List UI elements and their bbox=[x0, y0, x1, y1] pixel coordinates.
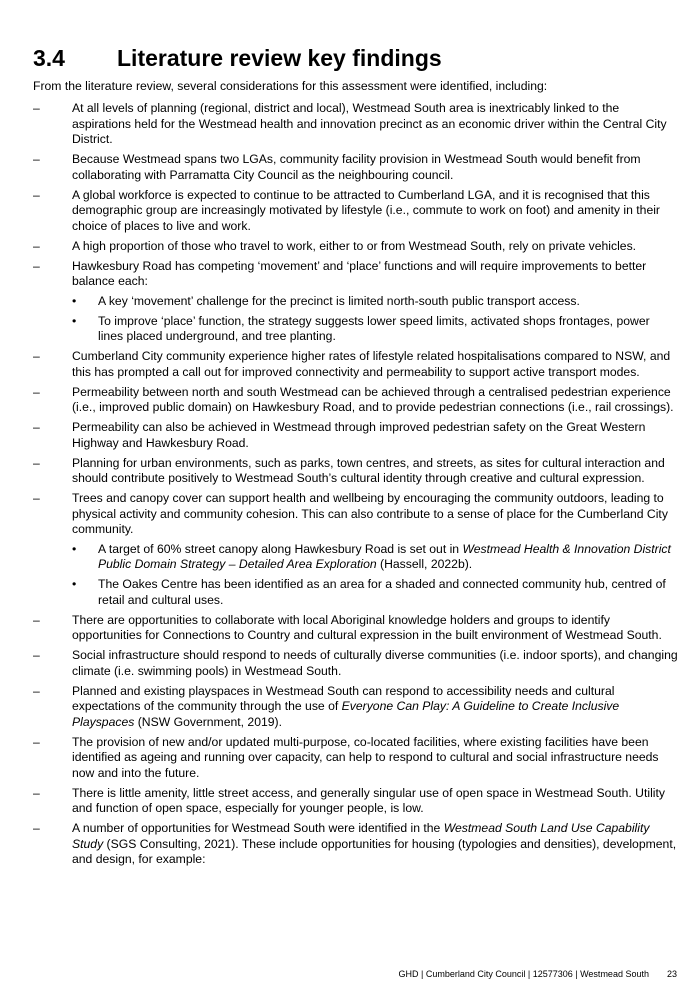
finding-body bbox=[72, 101, 678, 148]
item-text: A key ‘movement’ challenge for the precinct is limited north-south public transport access. bbox=[98, 293, 580, 308]
item-text: The provision of new and/or updated multi-purpose, co-located facilities, where existing facilities have been identified as ageing and running over capacity, can help to respond to cultural and social infrastructure needs now and into the future. bbox=[72, 734, 659, 780]
item-text: There is little amenity, little street access, and generally singular use of open space in Westmead South. Utility and function of open space, especially for younger people, is low. bbox=[72, 785, 665, 815]
finding-item bbox=[33, 188, 678, 235]
finding-body bbox=[72, 684, 678, 731]
finding-item bbox=[33, 101, 678, 148]
finding-item bbox=[33, 152, 678, 183]
sub-list bbox=[72, 294, 678, 345]
item-text: Planned and existing playspaces in Westmead South can respond to accessibility needs and cultural expectations of the community through the use of bbox=[72, 683, 615, 713]
finding-item bbox=[33, 613, 678, 644]
finding-body bbox=[72, 613, 678, 644]
publication-title: Westmead South Land Use Capability Study bbox=[72, 821, 650, 851]
item-text-end: (Hassell, 2022b). bbox=[376, 557, 473, 571]
finding-body bbox=[72, 735, 678, 782]
finding-body bbox=[72, 385, 678, 416]
dash-marker: – bbox=[33, 455, 40, 470]
dash-marker: – bbox=[33, 648, 40, 662]
item-text: Trees and canopy cover can support health and wellbeing by encouraging the community outdoors, leading to physical activity and community cohesion. This can also contribute to a sense of place for the Cumberland City community. bbox=[72, 491, 668, 536]
dash-marker: – bbox=[33, 187, 40, 202]
finding-item bbox=[33, 684, 678, 731]
finding-item bbox=[33, 420, 678, 451]
dash-marker: – bbox=[33, 152, 40, 166]
bullet-marker: • bbox=[72, 293, 77, 308]
item-text: Hawkesbury Road has competing ‘movement’ and ‘place’ functions and will require improvements to better balance each: bbox=[72, 258, 647, 288]
item-text: The Oakes Centre has been identified as an area for a shaded and connected community hub, centred of retail and cultural uses. bbox=[98, 577, 666, 607]
finding-body bbox=[72, 786, 678, 817]
finding-item bbox=[33, 735, 678, 782]
finding-item bbox=[33, 786, 678, 817]
dash-marker: – bbox=[33, 612, 40, 627]
item-text: A target of 60% street canopy along Hawkesbury Road is set out in bbox=[98, 541, 463, 556]
sub-item bbox=[72, 294, 678, 310]
finding-item bbox=[33, 239, 678, 255]
item-text: At all levels of planning (regional, district and local), Westmead South area is inextricably linked to the aspirations held for the Westmead health and innovation precinct as an economic driver within the Central City District. bbox=[72, 101, 667, 146]
finding-body bbox=[72, 239, 678, 255]
finding-body bbox=[72, 188, 678, 235]
sub-item-body bbox=[98, 314, 678, 345]
dash-marker: – bbox=[33, 683, 40, 698]
item-text: Because Westmead spans two LGAs, community facility provision in Westmead South would benefit from collaborating with Parramatta City Council as the neighbouring council. bbox=[72, 152, 641, 182]
item-text: Permeability between north and south Westmead can be achieved through a centralised pedestrian experience (i.e., improved public domain) on Hawkesbury Road, and to provide pedestrian connections (i.e., rail crossings). bbox=[72, 384, 674, 414]
item-text: Cumberland City community experience higher rates of lifestyle related hospitalisations compared to NSW, and this has prompted a call out for improved connectivity and permeability to support active transport modes. bbox=[72, 349, 671, 379]
section-heading bbox=[33, 44, 442, 72]
finding-item bbox=[33, 648, 678, 679]
finding-body bbox=[72, 349, 678, 380]
finding-body bbox=[72, 821, 678, 868]
sub-item-body bbox=[98, 294, 678, 310]
publication-title: Westmead Health & Innovation District Public Domain Strategy – Detailed Area Exploration bbox=[98, 541, 671, 571]
bullet-marker: • bbox=[72, 313, 77, 328]
dash-marker: – bbox=[33, 384, 40, 399]
sub-item-body bbox=[98, 577, 678, 608]
footer-text: GHD | Cumberland City Council | 12577306 | Westmead South bbox=[398, 969, 649, 979]
dash-marker: – bbox=[33, 491, 40, 505]
finding-body bbox=[72, 648, 678, 679]
item-text: A global workforce is expected to continue to be attracted to Cumberland LGA, and it is recognised that this demographic group are increasingly motivated by lifestyle (i.e., commute to work on foot) and amenity in their choice of places to live and work. bbox=[72, 187, 660, 233]
section-title: Literature review key findings bbox=[117, 45, 442, 71]
section-number: 3.4 bbox=[33, 45, 65, 71]
dash-marker: – bbox=[33, 420, 40, 434]
finding-item bbox=[33, 456, 678, 487]
section-intro: From the literature review, several considerations for this assessment were identified, including: bbox=[33, 79, 548, 93]
item-text-end: (SGS Consulting, 2021). These include opportunities for housing (typologies and densities), development, and design, for example: bbox=[72, 836, 677, 866]
item-text: To improve ‘place’ function, the strategy suggests lower speed limits, activated shops frontages, power lines placed underground, and tree planting. bbox=[98, 313, 650, 343]
item-text: Social infrastructure should respond to needs of culturally diverse communities (i.e. indoor sports), and changing climate (i.e. swimming pools) in Westmead South. bbox=[72, 648, 678, 678]
dash-marker: – bbox=[33, 101, 40, 115]
finding-item bbox=[33, 349, 678, 380]
sub-list bbox=[72, 542, 678, 609]
finding-item bbox=[33, 385, 678, 416]
page-number: 23 bbox=[666, 969, 677, 979]
item-text: Permeability can also be achieved in Westmead through improved pedestrian safety on the Great Western Highway and Hawkesbury Road. bbox=[72, 420, 646, 450]
sub-item bbox=[72, 542, 678, 573]
publication-title: Everyone Can Play: A Guideline to Create Inclusive Playspaces bbox=[72, 699, 620, 729]
finding-item bbox=[33, 491, 678, 608]
finding-body bbox=[72, 491, 678, 538]
dash-marker: – bbox=[33, 349, 40, 363]
dash-marker: – bbox=[33, 258, 40, 273]
finding-body bbox=[72, 420, 678, 451]
page-footer bbox=[300, 968, 677, 980]
finding-item bbox=[33, 821, 678, 868]
finding-body bbox=[72, 259, 678, 290]
sub-item bbox=[72, 577, 678, 608]
bullet-marker: • bbox=[72, 577, 77, 591]
dash-marker: – bbox=[33, 734, 40, 749]
sub-item bbox=[72, 314, 678, 345]
dash-marker: – bbox=[33, 238, 40, 253]
finding-item bbox=[33, 259, 678, 345]
bullet-marker: • bbox=[72, 541, 77, 556]
item-text: A number of opportunities for Westmead South were identified in the bbox=[72, 821, 444, 835]
sub-item-body bbox=[98, 542, 678, 573]
finding-body bbox=[72, 152, 678, 183]
item-text-end: (NSW Government, 2019). bbox=[134, 714, 282, 729]
item-text: Planning for urban environments, such as parks, town centres, and streets, as sites for cultural interaction and should contribute positively to Westmead South’s cultural identity through creative and cultural expression. bbox=[72, 455, 665, 485]
dash-marker: – bbox=[33, 821, 40, 835]
item-text: There are opportunities to collaborate with local Aboriginal knowledge holders and groups to identify opportunities for Connections to Country and cultural expression in the built environment of Westmead South. bbox=[72, 612, 662, 642]
dash-marker: – bbox=[33, 785, 40, 800]
findings-list bbox=[33, 101, 678, 872]
finding-body bbox=[72, 456, 678, 487]
item-text: A high proportion of those who travel to work, either to or from Westmead South, rely on private vehicles. bbox=[72, 238, 637, 253]
